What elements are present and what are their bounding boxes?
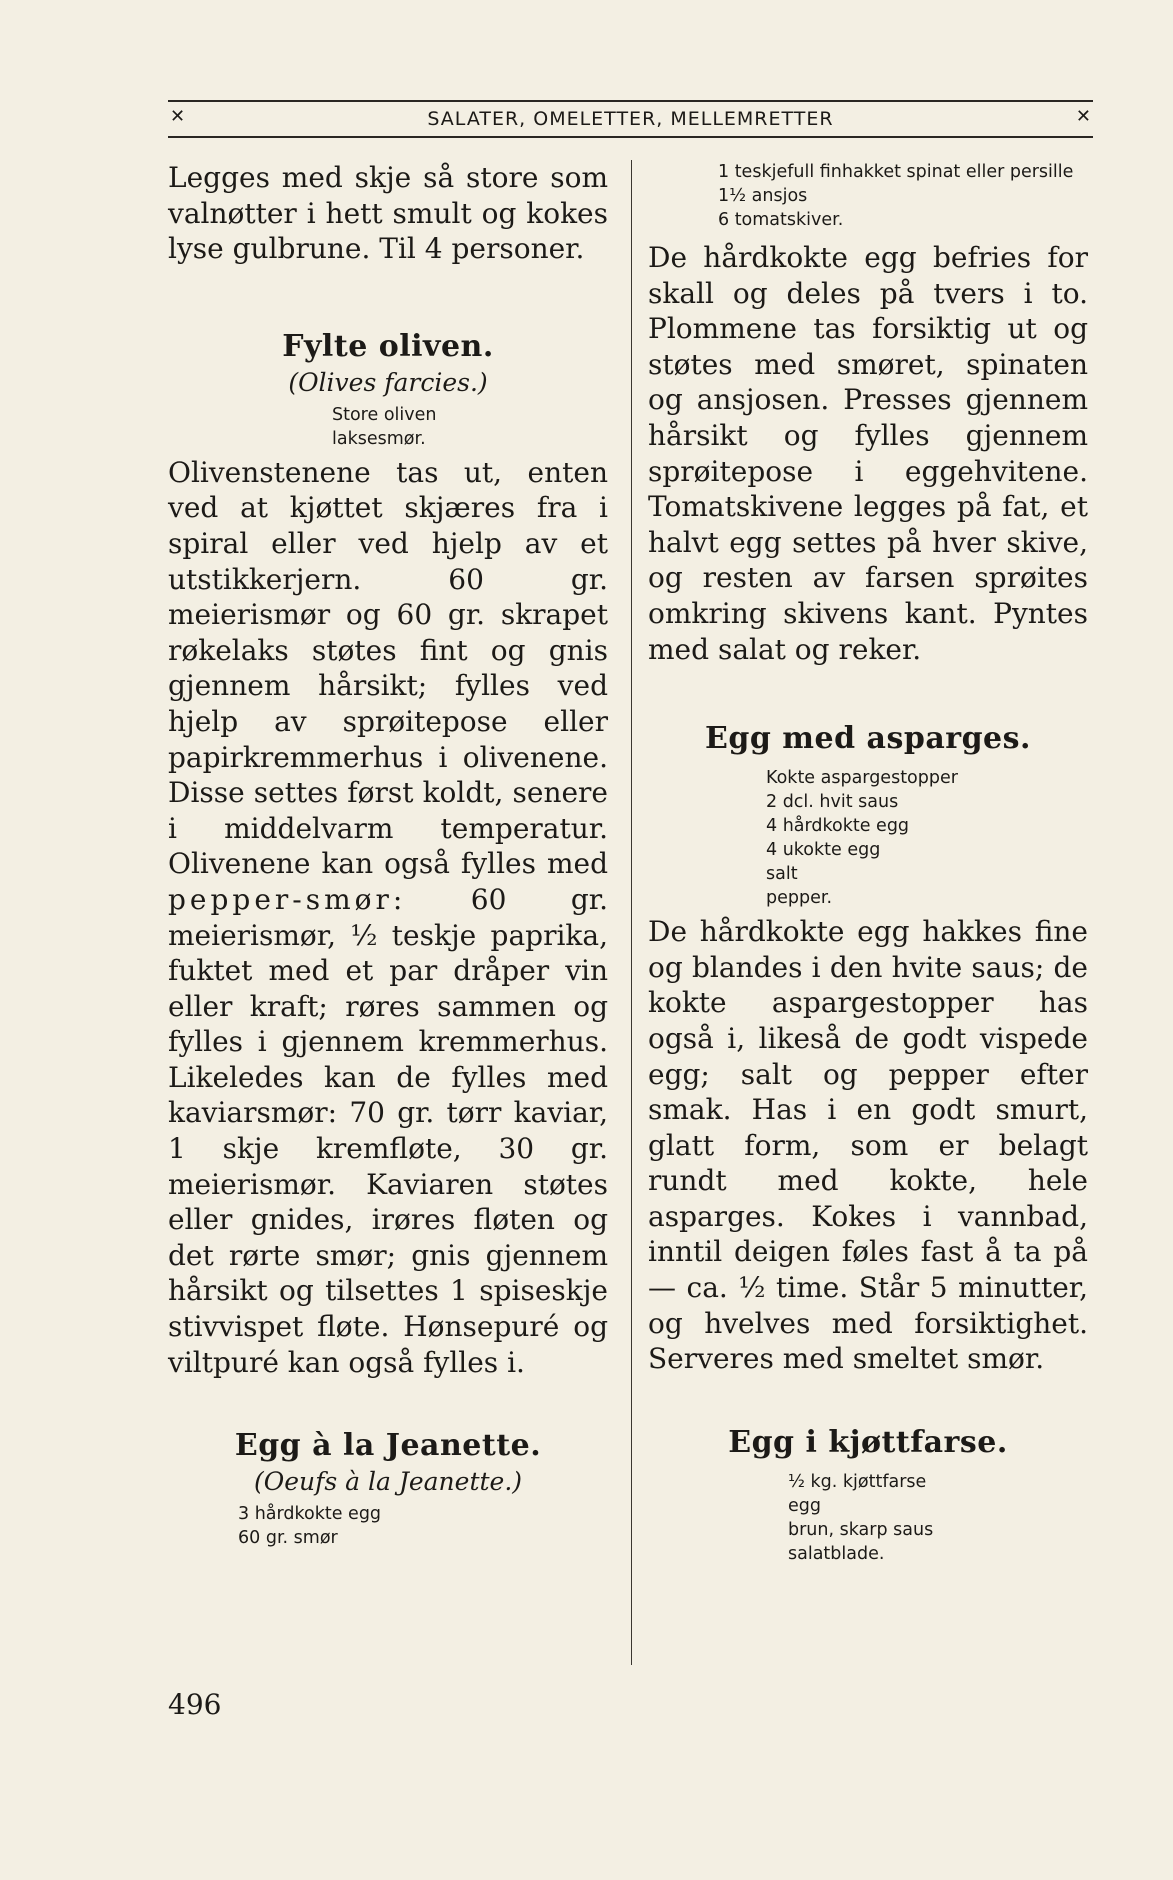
ingredient-item: salatblade.	[788, 1543, 885, 1564]
recipe-title-egg-jeanette: Egg à la Jeanette.	[234, 1428, 542, 1464]
ingredient-item: ½ kg. kjøttfarse	[788, 1471, 927, 1492]
column-divider	[631, 160, 632, 1665]
recipe-text-part: 60 gr. meierismør, ½ teskje paprika, fuktet med et par dråper vin eller kraft; røres sammen og fylles i gjennem kremmerhus. Likeledes kan de fylles med kaviarsmør: 70 gr. tørr kaviar, 1 skje kremfløte, 30 gr. meierismør. Kaviaren støtes eller gnides, irøres fløten og det rørte smør; gnis gjennem hårsikt og tilsettes 1 spiseskje stivvispet fløte. Hønsepuré og viltpuré kan også fylles i.	[168, 882, 608, 1379]
ingredient-item: 1½ ansjos	[718, 186, 808, 206]
ingredient-item: Kokte aspargestopper	[766, 768, 958, 789]
ingredient-item: 60 gr. smør	[238, 1528, 338, 1549]
ingredient-item: 2 dcl. hvit saus	[766, 792, 899, 813]
header-ornament-left: ✕	[170, 106, 186, 127]
ingredient-item: Store oliven	[332, 404, 437, 425]
recipe-subtitle-fylte-oliven: (Olives farcies.)	[288, 367, 488, 397]
recipe-text-spaced: pepper-smør:	[168, 882, 407, 916]
ingredient-list-fylte-oliven	[332, 403, 608, 451]
recipe-text-fylte-oliven	[168, 455, 608, 1380]
running-title: SALATER, OMELETTER, MELLEMRETTER	[427, 108, 834, 130]
right-column	[648, 160, 1088, 1566]
ingredient-list-egg-kjottfarse	[788, 1470, 1088, 1566]
recipe-title-egg-asparges: Egg med asparges.	[705, 721, 1031, 757]
ingredient-item: 4 hårdkokte egg	[766, 816, 910, 837]
recipe-title-egg-kjottfarse: Egg i kjøttfarse.	[728, 1424, 1008, 1460]
page-number: 496	[168, 1688, 222, 1721]
header-ornament-right: ✕	[1075, 106, 1091, 127]
recipe-text-egg-jeanette: De hårdkokte egg befries for skall og deles på tvers i to. Plommene tas forsiktig ut og støtes med smøret, spinaten og ansjosen. Presses gjennem hårsikt og fylles gjennem sprøitepose i eggehvitene. Tomatskivene legges på fat, et halvt egg settes på hver skive, og resten av farsen sprøites omkring skivens kant. Pyntes med salat og reker.	[648, 241, 1088, 666]
recipe-text-egg-asparges: De hårdkokte egg hakkes fine og blandes i den hvite saus; de kokte aspargestopper has også i, likeså de godt vispede egg; salt og pepper efter smak. Has i en godt smurt, glatt form, som er belagt rundt med kokte, hele asparges. Kokes i vannbad, inntil deigen føles fast å ta på — ca. ½ time. Står 5 minutter, og hvelves med forsiktighet. Serveres med smeltet smør.	[648, 915, 1088, 1376]
ingredient-item: egg	[788, 1495, 821, 1516]
running-header	[168, 96, 1093, 138]
left-column	[168, 160, 608, 1550]
recipe-text-part: Olivenstenene tas ut, enten ved at kjøttet skjæres fra i spiral eller ved hjelp av et utstikkerjern. 60 gr. meierismør og 60 gr. skrapet røkelaks støtes fint og gnis gjennem hårsikt; fylles ved hjelp av sprøitepose eller papirkremmerhus i olivenene. Disse settes først koldt, senere i middelvarm temperatur. Olivenene kan også fylles med	[168, 455, 608, 881]
ingredient-item: 3 hårdkokte egg	[238, 1504, 382, 1525]
header-rule	[168, 100, 1093, 102]
ingredient-list-egg-jeanette-cont	[718, 160, 1088, 232]
ingredient-list-egg-jeanette	[238, 1502, 608, 1550]
ingredient-item: brun, skarp saus	[788, 1519, 934, 1540]
recipe-title-fylte-oliven: Fylte oliven.	[282, 328, 494, 364]
recipe-subtitle-egg-jeanette: (Oeufs à la Jeanette.)	[253, 1467, 523, 1497]
ingredient-item: laksesmør.	[332, 428, 426, 449]
ingredient-item: 1 teskjefull finhakket spinat eller persille	[718, 162, 1074, 182]
intro-paragraph: Legges med skje så store som valnøtter i hett smult og kokes lyse gulbrune. Til 4 personer.	[168, 161, 608, 266]
ingredient-item: salt	[766, 864, 798, 885]
ingredient-list-egg-asparges	[766, 766, 1088, 910]
ingredient-item: 6 tomatskiver.	[718, 210, 844, 230]
ingredient-item: pepper.	[766, 888, 833, 909]
ingredient-item: 4 ukokte egg	[766, 840, 881, 861]
